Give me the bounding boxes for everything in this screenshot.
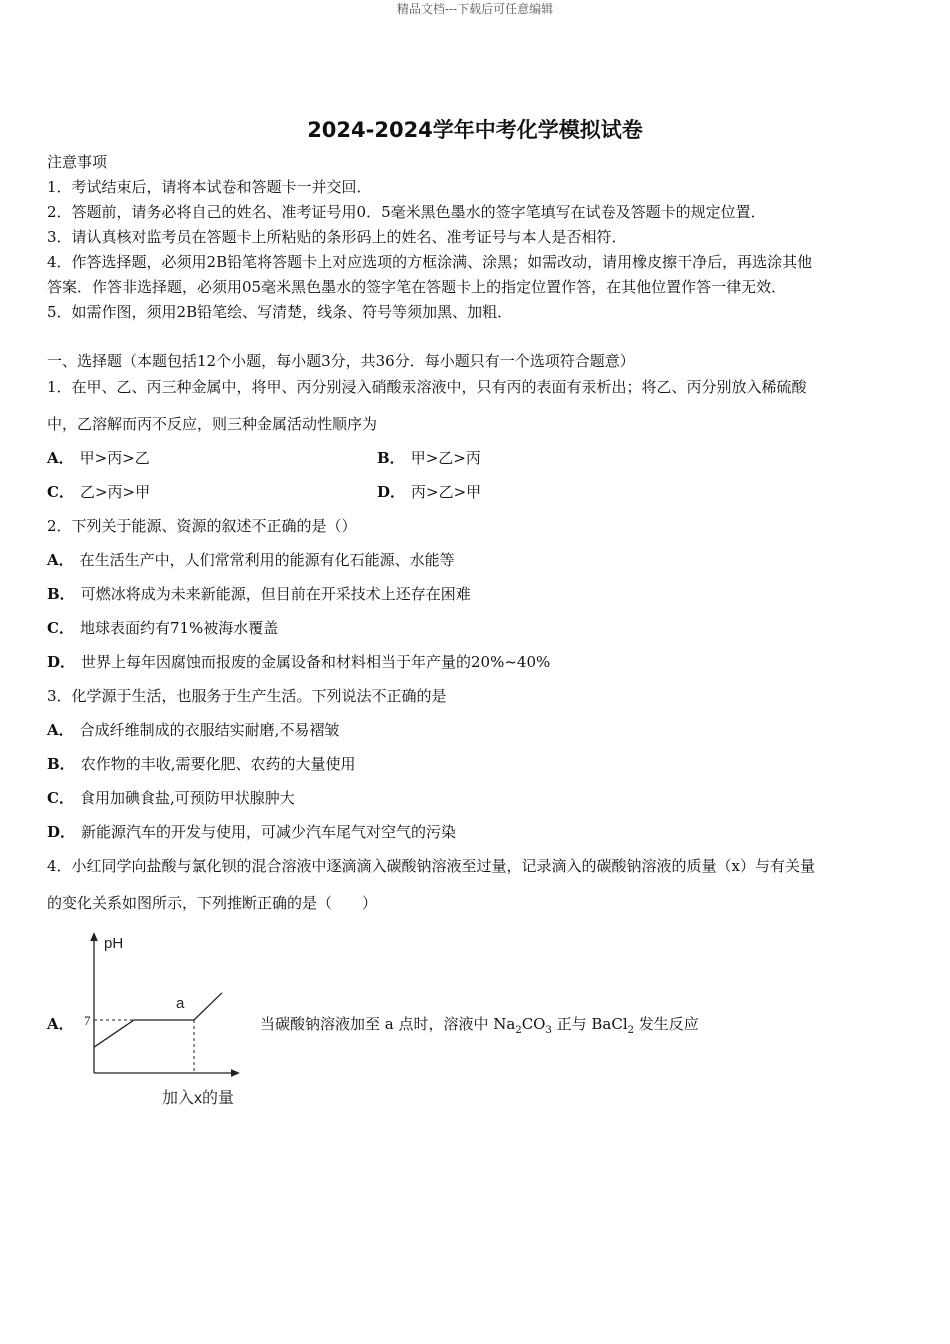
- q1-option-b: [377, 447, 481, 468]
- q4-option-a-text: 当碳酸钠溶液加至 a 点时，溶液中 $Na_2CO_3$ 正与 BaCl$_2$ 发生反应: [260, 1015, 699, 1036]
- q1-option-a: [47, 447, 150, 468]
- q3-option-b: [47, 753, 355, 774]
- q3-option-c: [47, 787, 295, 808]
- notice-item: 5．如需作图，须用2B铅笔绘、写清楚，线条、符号等须加黑、加粗．: [47, 303, 513, 321]
- option-label: C．: [47, 789, 74, 807]
- option-label: A．: [47, 721, 74, 739]
- notice-item: 答案．作答非选择题，必须用05毫米黑色墨水的签字笔在答题卡上的指定位置作答，在其他位置作答一律无效．: [47, 278, 787, 296]
- q4-stem-line2: 的变化关系如图所示，下列推断正确的是（ ）: [47, 894, 378, 912]
- q2-option-b: [47, 583, 471, 604]
- option-text: 农作物的丰收,需要化肥、农药的大量使用: [80, 755, 356, 773]
- section-heading: 一、选择题（本题包括12个小题，每小题3分，共36分．每小题只有一个选项符合题意）: [47, 352, 635, 370]
- notice-item: 4．作答选择题，必须用2B铅笔将答题卡上对应选项的方框涂满、涂黑；如需改动，请用橡皮擦干净后，再选涂其他: [47, 253, 813, 271]
- q2-stem: 2．下列关于能源、资源的叙述不正确的是（）: [47, 517, 357, 535]
- q1-option-c: [47, 481, 150, 502]
- option-label: D．: [377, 483, 406, 501]
- watermark: 精品文档---下载后可任意编辑: [396, 2, 554, 16]
- q2-option-d: [47, 651, 550, 672]
- notice-heading: 注意事项: [47, 153, 108, 171]
- option-label: B．: [47, 755, 75, 773]
- q1-stem-line1: 1．在甲、乙、丙三种金属中，将甲、丙分别浸入硝酸汞溶液中，只有丙的表面有汞析出；将乙、丙分别放入稀硫酸: [47, 378, 807, 396]
- option-label: A．: [47, 551, 74, 569]
- q3-option-d: [47, 821, 456, 842]
- option-label: D．: [47, 653, 76, 671]
- option-label: A．: [47, 449, 74, 467]
- option-text: 地球表面约有71%被海水覆盖: [79, 619, 279, 637]
- option-text: 食用加碘食盐,可预防甲状腺肿大: [79, 789, 295, 807]
- q1-stem-line2: 中，乙溶解而丙不反应，则三种金属活动性顺序为: [47, 415, 378, 433]
- option-text: 合成纤维制成的衣服结实耐磨,不易褶皱: [79, 721, 340, 739]
- q4-option-a-label: A．: [47, 1015, 74, 1033]
- notice-item: 1．考试结束后，请将本试卷和答题卡一并交回．: [47, 178, 372, 196]
- series-segment-rising: [94, 1020, 134, 1047]
- option-text: 乙>丙>甲: [79, 483, 151, 501]
- notice-item: 3．请认真核对监考员在答题卡上所粘贴的条形码上的姓名、准考证号与本人是否相符．: [47, 228, 627, 246]
- y-tick-label: 7: [84, 1013, 91, 1028]
- q2-option-a: [47, 549, 455, 570]
- option-text: 在生活生产中，人们常常利用的能源有化石能源、水能等: [79, 551, 455, 569]
- option-text: 甲>丙>乙: [79, 449, 150, 467]
- series-segment-rising-after-a: [194, 993, 222, 1020]
- option-label: C．: [47, 483, 74, 501]
- option-label: C．: [47, 619, 74, 637]
- y-axis-label: pH: [104, 935, 124, 952]
- option-label: D．: [47, 823, 76, 841]
- ph-chart: [62, 928, 252, 1113]
- q1-option-d: [377, 481, 481, 502]
- notice-item: 2．答题前，请务必将自己的姓名、准考证号用0．5毫米黑色墨水的签字笔填写在试卷及答题卡的规定位置．: [47, 203, 766, 221]
- option-text: 甲>乙>丙: [410, 449, 481, 467]
- option-label: B．: [47, 585, 75, 603]
- option-label: B．: [377, 449, 405, 467]
- option-text: 可燃冰将成为未来新能源，但目前在开采技术上还存在困难: [80, 585, 471, 603]
- option-text: 世界上每年因腐蚀而报废的金属设备和材料相当于年产量的20%~40%: [81, 653, 551, 671]
- q4-stem-line1: 4．小红同学向盐酸与氯化钡的混合溶液中逐滴滴入碳酸钠溶液至过量，记录滴入的碳酸钠溶液的质量（x）与有关量: [47, 857, 816, 875]
- page-title: 2024-2024学年中考化学模拟试卷: [307, 118, 643, 142]
- q2-option-c: [47, 617, 278, 638]
- ph-chart-svg: [62, 928, 252, 1113]
- x-axis-label: 加入x的量: [162, 1090, 235, 1107]
- point-label-a: a: [176, 995, 185, 1012]
- q3-stem: 3．化学源于生活，也服务于生产生活。下列说法不正确的是: [47, 687, 447, 705]
- option-text: 丙>乙>甲: [411, 483, 482, 501]
- q3-option-a: [47, 719, 339, 740]
- option-text: 新能源汽车的开发与使用，可减少汽车尾气对空气的污染: [81, 823, 457, 841]
